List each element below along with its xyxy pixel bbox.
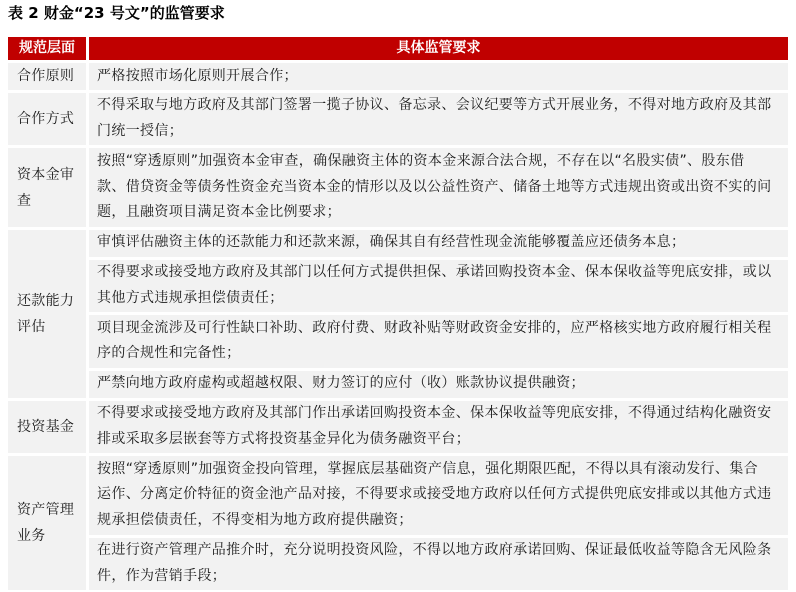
requirement-line: 按照“穿透原则”加强资金投向管理，掌握底层基础资产信息，强化期限匹配，不得以具有滚动发行、集合 [97, 460, 758, 477]
table-row [8, 401, 788, 454]
table-caption: 表 2 财金“23 号文”的监管要求 [8, 4, 225, 22]
table-row [8, 456, 788, 590]
requirement-item [89, 401, 788, 454]
column-header-requirements: 具体监管要求 [89, 37, 788, 60]
requirement-line: 不得采取与地方政府及其部门签署一揽子协议、备忘录、会议纪要等方式开展业务，不得对地方政府及其部 [97, 97, 772, 114]
requirement-line: 其他方式违规承担偿债责任； [97, 289, 284, 306]
level-label: 合作原则 [17, 68, 75, 85]
requirement-item [89, 63, 788, 90]
requirement-line: 按照“穿透原则”加强资本金审查，确保融资主体的资本金来源合法合规，不存在以“名股实债”、股东借 [97, 152, 745, 169]
level-cell [8, 148, 86, 226]
requirement-line: 审慎评估融资主体的还款能力和还款来源，确保其自有经营性现金流能够覆盖应还债务本息； [97, 234, 686, 251]
requirement-line: 在进行资产管理产品推介时，充分说明投资风险，不得以地方政府承诺回购、保证最低收益等隐含无风险条 [97, 542, 772, 559]
requirement-line: 排或采取多层嵌套等方式将投资基金异化为债务融资平台； [97, 430, 471, 447]
requirement-line: 运作、分离定价特征的资金池产品对接，不得要求或接受地方政府以任何方式提供兜底安排或以其他方式违 [97, 486, 772, 503]
table-row [8, 93, 788, 146]
requirements-cell [89, 230, 788, 398]
table-row [8, 148, 788, 226]
requirement-line: 规承担偿债责任，不得变相为地方政府提供融资； [97, 512, 413, 529]
table-row [8, 230, 788, 398]
requirement-line: 不得要求或接受地方政府及其部门作出承诺回购投资本金、保本保收益等兜底安排，不得通过结构化融资安 [97, 405, 772, 422]
requirement-item [89, 371, 788, 398]
requirement-item [89, 148, 788, 226]
requirement-line: 项目现金流涉及可行性缺口补助、政府付费、财政补贴等财政资金安排的，应严格核实地方政府履行相关程 [97, 319, 772, 336]
level-label: 还款能力评估 [17, 292, 75, 335]
column-header-level: 规范层面 [8, 37, 86, 60]
requirement-item [89, 230, 788, 257]
requirements-cell [89, 456, 788, 590]
level-cell [8, 401, 86, 454]
requirement-line: 严禁向地方政府虚构或超越权限、财力签订的应付（收）账款协议提供融资； [97, 375, 585, 392]
table-row [8, 63, 788, 90]
regulation-table [8, 37, 788, 590]
requirement-item [89, 538, 788, 591]
requirement-line: 题，且融资项目满足资本金比例要求； [97, 204, 341, 221]
requirement-line: 严格按照市场化原则开展合作； [97, 67, 298, 84]
requirement-item [89, 456, 788, 534]
requirements-cell [89, 63, 788, 90]
requirements-cell [89, 401, 788, 454]
level-cell [8, 63, 86, 90]
level-cell [8, 230, 86, 398]
requirement-line: 款、借贷资金等债务性资金充当资本金的情形以及以公益性资产、储备土地等方式违规出资或出资不实的问 [97, 178, 772, 195]
requirement-line: 门统一授信； [97, 123, 184, 140]
level-label: 资本金审查 [17, 166, 75, 209]
requirement-line: 序的合规性和完备性； [97, 345, 241, 362]
table-header-row [8, 37, 788, 60]
requirement-item [89, 260, 788, 313]
level-label: 投资基金 [17, 418, 75, 435]
requirement-line: 件，作为营销手段； [97, 567, 227, 584]
requirement-item [89, 93, 788, 146]
level-cell [8, 93, 86, 146]
level-label: 合作方式 [17, 111, 75, 128]
level-cell [8, 456, 86, 590]
level-label: 资产管理业务 [17, 502, 75, 545]
requirements-cell [89, 93, 788, 146]
requirement-line: 不得要求或接受地方政府及其部门以任何方式提供担保、承诺回购投资本金、保本保收益等兜底安排，或以 [97, 264, 772, 281]
requirement-item [89, 315, 788, 368]
requirements-cell [89, 148, 788, 226]
